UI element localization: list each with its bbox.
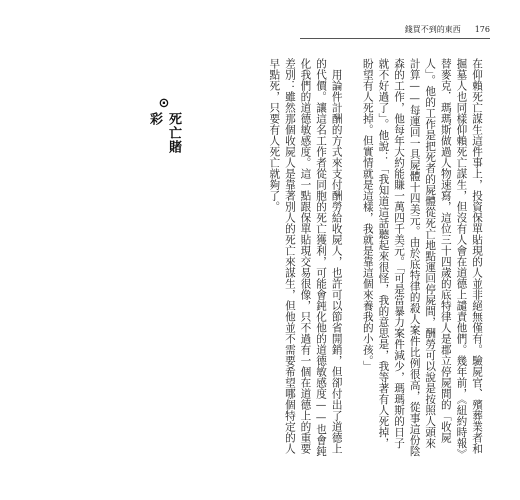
section-title: 死亡賭彩 <box>147 112 181 154</box>
body-paragraph: 用論件計酬的方式來支付酬勞給收屍人，也許可以節省開銷，但卻付出了道德上的代價。讓這名工作者從同胞的死亡獲利，可能會鈍化他的道德敏感度——也會鈍化我們的道德敏感度。這一點跟保單貼現交易很像，只不過有一個在道德上的重要差別：雖然那個收屍人是靠著別人的死亡來謀生，但他並不需要希望哪個特定的人早點死，只要有人死亡就夠了。 <box>268 58 343 457</box>
running-header <box>300 22 490 36</box>
chapter-title: 錢買不到的東西 <box>404 24 461 34</box>
body-paragraph: 在仰賴死亡謀生這件事上，投資保單貼現的人並非絕無僅有。驗屍官、殯葬業者和掘墓人也同樣仰賴死亡謀生，但沒有人會在道德上譴責他們。幾年前，《紐約時報》替麥克．瑪瑪斯做過人物速寫，這位三十四歲的底特律人是郡立停屍間的「收屍人」。他的工作是把死者的屍體從死亡地點運回停屍間，酬勞可以說是按照人頭來計算——每運回一具屍體十四美元。由於底特律的殺人案件比例很高，從事這份陰森的工作，他每年大約能賺一萬四千美元。「可是當暴力案件減少，瑪瑪斯的日子就不好過了」。他說：「我知道這話聽起來很怪，我的意思是，我等著有人死掉，盼望有人死掉。但實情就是這樣，我就是靠這個來養我的小孩。」 <box>361 58 483 457</box>
section-marker-icon: ⊙ <box>156 96 172 112</box>
body-text <box>184 58 484 458</box>
header-rule <box>300 38 490 39</box>
page-number: 176 <box>474 24 490 34</box>
section-heading <box>147 96 181 166</box>
